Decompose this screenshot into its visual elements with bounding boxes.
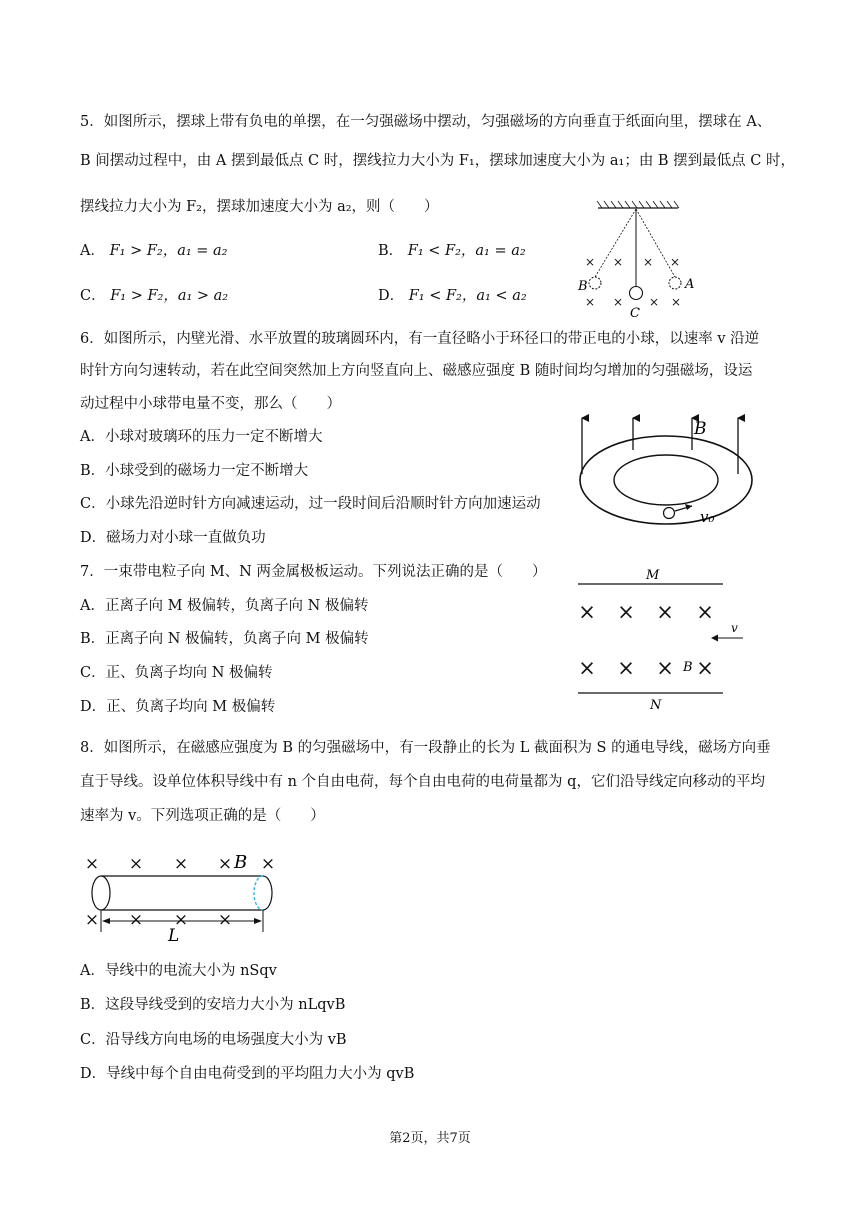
q6-label-b: B [694,419,707,439]
q6-stem-line3: 动过程中小球带电量不变，那么（ ） [80,396,341,412]
q6-label-v0: v₀ [700,508,715,526]
q5-label-a: A [685,277,695,292]
svg-text:×: × [584,295,596,309]
q7-label-b: B [683,660,693,675]
q5-option-a [80,241,228,261]
q8-label-l: L [168,926,180,944]
svg-text:×: × [617,600,635,624]
svg-text:×: × [217,910,233,930]
q8-option-c: C．沿导线方向电场的电场强度大小为 vB [80,1032,347,1048]
svg-text:×: × [612,295,624,309]
q5-option-d [378,286,527,306]
q8-option-b: B．这段导线受到的安培力大小为 nLqvB [80,997,346,1013]
q7-plates-figure [570,562,750,714]
q5-option-d-text: F₁ < F₂，a₁ < a₂ [408,288,527,304]
svg-text:×: × [696,656,714,680]
q5-option-b-text: F₁ < F₂，a₁ = a₂ [407,243,526,259]
q5-pendulum-figure [560,196,700,320]
q6-stem-line2: 时针方向匀速转动，若在此空间突然加上方向竖直向上、磁感应强度 B 随时间均匀增加的匀强磁场，设运 [80,363,753,379]
svg-text:×: × [656,656,674,680]
svg-text:×: × [648,295,660,309]
svg-text:×: × [128,854,144,874]
q5-option-b-label: B． [378,243,404,259]
q7-label-v: v [731,621,738,635]
q5-stem-line1: 5．如图所示，摆球上带有负电的单摆，在一匀强磁场中摆动，匀强磁场的方向垂直于纸面向里，摆球在 A、 [80,114,772,130]
q6-stem-line1: 6．如图所示，内壁光滑、水平放置的玻璃圆环内，有一直径略小于环径口的带正电的小球，以速率 v 沿逆 [80,331,760,347]
svg-text:×: × [656,600,674,624]
q8-option-d: D．导线中每个自由电荷受到的平均阻力大小为 qvB [80,1066,415,1082]
q5-option-c-text: F₁ > F₂，a₁ > a₂ [110,288,229,304]
svg-text:×: × [578,656,596,680]
svg-text:×: × [84,854,100,874]
q6-option-a: A．小球对玻璃环的压力一定不断增大 [80,429,323,445]
svg-text:×: × [217,854,233,874]
svg-text:×: × [617,656,635,680]
svg-text:×: × [642,255,654,269]
q5-option-c [80,286,228,306]
svg-text:×: × [128,910,144,930]
svg-text:×: × [173,910,189,930]
q8-label-b: B [234,852,248,873]
q5-option-a-text: F₁ > F₂，a₁ = a₂ [109,243,228,259]
q5-stem-line3: 摆线拉力大小为 F₂，摆球加速度大小为 a₂，则（ ） [80,199,439,215]
q8-option-a: A．导线中的电流大小为 nSqv [80,963,277,979]
q7-option-a: A．正离子向 M 极偏转，负离子向 N 极偏转 [80,598,369,614]
svg-text:×: × [670,295,682,309]
q7-option-c: C．正、负离子均向 N 极偏转 [80,665,273,681]
q5-option-c-label: C． [80,288,106,304]
q6-option-d: D．磁场力对小球一直做负功 [80,530,266,546]
svg-text:×: × [669,255,681,269]
page-footer: 第2页，共7页 [389,1131,471,1146]
q7-option-b: B．正离子向 N 极偏转，负离子向 M 极偏转 [80,631,369,647]
q6-ring-figure [568,412,758,530]
q5-option-d-label: D． [378,288,405,304]
svg-text:×: × [578,600,596,624]
q5-label-b: B [578,279,588,294]
q8-wire-figure [80,848,290,944]
q5-option-b [378,241,526,261]
q7-stem-line1: 7．一束带电粒子向 M、N 两金属极板运动。下列说法正确的是（ ） [80,564,547,580]
svg-text:×: × [173,854,189,874]
q6-option-c: C．小球先沿逆时针方向减速运动，过一段时间后沿顺时针方向加速运动 [80,496,541,512]
svg-text:×: × [584,255,596,269]
svg-text:×: × [696,600,714,624]
svg-text:×: × [84,910,100,930]
q7-label-m: M [646,568,660,583]
q7-label-n: N [650,698,662,713]
svg-text:×: × [260,854,276,874]
q5-stem-line2: B 间摆动过程中，由 A 摆到最低点 C 时，摆线拉力大小为 F₁，摆球加速度大小为 a₁；由 B 摆到最低点 C 时， [80,153,795,169]
svg-text:×: × [612,255,624,269]
q8-stem-line3: 速率为 v。下列选项正确的是（ ） [80,808,325,824]
q7-option-d: D．正、负离子均向 M 极偏转 [80,699,276,715]
q8-stem-line2: 直于导线。设单位体积导线中有 n 个自由电荷，每个自由电荷的电荷量都为 q，它们沿导线定向移动的平均 [80,774,765,790]
q8-stem-line1: 8．如图所示，在磁感应强度为 B 的匀强磁场中，有一段静止的长为 L 截面积为 S 的通电导线，磁场方向垂 [80,740,771,756]
q6-option-b: B．小球受到的磁场力一定不断增大 [80,463,309,479]
q5-option-a-label: A． [80,243,105,259]
q5-label-c: C [630,306,640,320]
